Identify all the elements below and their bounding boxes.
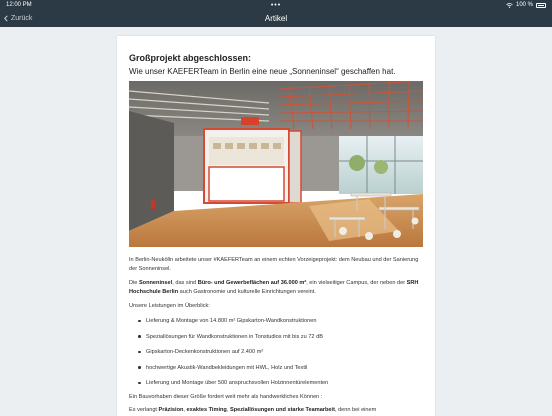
services-list xyxy=(137,317,423,395)
back-button[interactable] xyxy=(4,10,32,27)
list-item: Lieferung und Montage über 500 anspruchsvollen Holzinnentürelementen xyxy=(137,379,423,395)
status-time: 12:00 PM xyxy=(6,2,32,8)
list-item: Lieferung & Montage von 14.800 m² Gipskarton-Wandkonstruktionen xyxy=(137,317,423,333)
battery-icon xyxy=(536,3,546,8)
article-card xyxy=(117,36,435,416)
article-headline: Großprojekt abgeschlossen: xyxy=(129,53,252,63)
paragraph-precision: Es verlangt Präzision, exaktes Timing, Speziallösungen und starke Teamarbeit, denn bei einem xyxy=(129,407,377,413)
page-title: Artikel xyxy=(264,14,288,23)
chevron-left-icon xyxy=(4,15,8,22)
status-bar xyxy=(0,0,552,10)
list-item: Gipskarton-Deckenkonstruktionen auf 2.400 m² xyxy=(137,348,423,364)
interior-photo-illustration xyxy=(129,81,423,247)
battery-percent: 100 % xyxy=(515,2,533,8)
navigation-bar xyxy=(0,10,552,27)
paragraph-services-intro: Unsere Leistungen im Überblick: xyxy=(129,303,210,309)
list-item: Speziallösungen für Wandkonstruktionen in Tonstudios mit bis zu 72 dB xyxy=(137,333,423,349)
article-photo[interactable] xyxy=(129,81,423,247)
list-item: hochwertige Akustik-Wandbekleidungen mit HWL, Holz und Textil xyxy=(137,364,423,380)
wifi-icon xyxy=(506,3,513,8)
paragraph-requirements: Ein Bauvorhaben dieser Größe fordert weit mehr als handwerkliches Können : xyxy=(129,394,323,400)
status-right xyxy=(506,2,546,8)
paragraph-sonneninsel: Die Sonneninsel, das sind Büro- und Gewerbeflächen auf 36.000 m², ein vielseitiger Campus, der neben der SRH Hochschule Berlin auch Gastronomie und kulturelle Einrichtungen vereint. xyxy=(129,280,419,295)
multitasking-dots-icon[interactable]: ••• xyxy=(270,1,282,9)
back-label: Zurück xyxy=(11,15,33,22)
paragraph-intro: In Berlin-Neukölln arbeitete unser #KAEFERTeam an einem echten Vorzeigeprojekt: dem Neubau und der Sanierung der Sonneninsel. xyxy=(129,257,419,272)
article-subheadline: Wie unser KAEFERTeam in Berlin eine neue „Sonneninsel“ geschaffen hat. xyxy=(129,67,396,76)
